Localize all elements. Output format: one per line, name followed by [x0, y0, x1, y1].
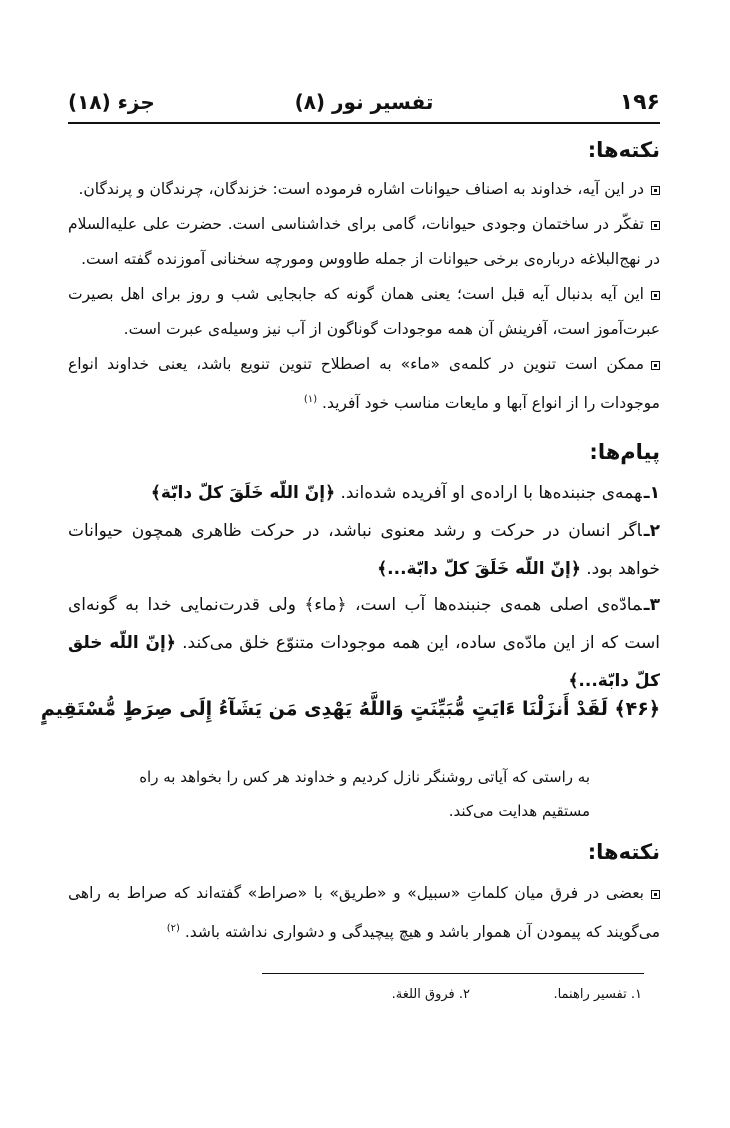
square-bullet-icon [651, 221, 660, 230]
verse-number: ﴿۴۶﴾ [614, 698, 660, 720]
verse-quote: ﴿إنّ اللّه خلق کلّ دابّة...﴾ [68, 633, 660, 691]
message-item: ۱ـهمه‌ی جنبنده‌ها با اراده‌ی او آفریده شده‌اند. ﴿إنّ اللّه خَلَقَ کلّ دابّة﴾ [150, 483, 660, 503]
footnote-divider [262, 973, 644, 974]
section-title-notes-2: نکته‌ها: [587, 840, 660, 864]
footnote-2: ۲. فروق اللغة. [391, 987, 470, 1002]
square-bullet-icon [651, 291, 660, 300]
square-bullet-icon [651, 890, 660, 899]
message-item: ۳ـمادّه‌ی اصلی همه‌ی جنبنده‌ها آب است، ﴿ماء﴾ ولی قدرت‌نمایی خدا به گونه‌ای است که از این مادّه‌ی ساده، این همه موجودات متنوّع خلق می‌کند. ﴿إنّ اللّه خلق کلّ دابّة...﴾ [68, 595, 661, 691]
part-label: جزء (۱۸) [68, 90, 155, 114]
page-header [68, 88, 660, 124]
footnote-reference: (۲) [166, 923, 180, 934]
note-paragraph: در این آیه، خداوند به اصناف حیوانات اشاره فرموده است: خزندگان، چرندگان و پرندگان. [68, 172, 660, 207]
square-bullet-icon [651, 361, 660, 370]
note-paragraph: تفکّر در ساختمان وجودی حیوانات، گامی برای خداشناسی است. حضرت علی علیه‌السلام در نهج‌البلاغه درباره‌ی برخی حیوانات از جمله طاووس ومورچه سخنانی آموزنده گفته است. [68, 215, 660, 268]
note-paragraph: این آیه بدنبال آیه قبل است؛ یعنی همان گونه که جابجایی شب و روز برای اهل بصیرت عبرت‌آموز است، آفرینش آن همه موجودات گوناگون از آب نیز وسیله‌ی عبرت است. [68, 285, 660, 338]
footnote-1: ۱. تفسیر راهنما. [553, 987, 642, 1002]
message-item: ۲ـاگر انسان در حرکت و رشد معنوی نباشد، در حرکت ظاهری همچون حیوانات خواهد بود. ﴿إنّ اللّه خَلَقَ کلّ دابّة...﴾ [68, 521, 660, 579]
page-number: ۱۹۶ [619, 90, 660, 115]
verse-quote: ﴿إنّ اللّه خَلَقَ کلّ دابّة﴾ [150, 483, 336, 503]
verse-text: لَقَدْ أَنزَلْنَا ءَايَتٍ مُّبَيِّنَتٍ وَاللَّهُ يَهْدِى مَن يَشَآءُ إِلَى صِرَطٍ مُّسْتَقِيمٍ [40, 698, 608, 720]
note-paragraph: بعضی در فرق میان کلماتِ «سبیل» و «طریق» با «صراط» گفته‌اند که صراط به راهی می‌گویند که پیمودن آن هموار باشد و هیچ پیچیدگی و دشواری نداشته باشد. $^{(۲)}$ [68, 884, 660, 942]
square-bullet-icon [651, 186, 660, 195]
verse-translation: به راستی که آیاتی روشنگر نازل کردیم و خداوند هر کس را بخواهد به راه مستقیم هدایت می‌کند. [139, 768, 590, 820]
quran-verse [40, 698, 660, 720]
book-title: تفسیر نور (۸) [294, 90, 434, 114]
verse-quote: ﴿إنّ اللّه خَلَقَ کلّ دابّة...﴾ [377, 559, 581, 579]
note-paragraph: ممکن است تنوین در کلمه‌ی «ماء» به اصطلاح تنوین تنویع باشد، یعنی خداوند انواع موجودات را از انواع آبها و مایعات مناسب خود آفرید. $^{(۱)}$ [68, 355, 660, 413]
section-title-messages: پیام‌ها: [589, 440, 660, 464]
section-title-notes-1: نکته‌ها: [587, 138, 660, 162]
footnote-reference: (۱) [303, 394, 318, 405]
